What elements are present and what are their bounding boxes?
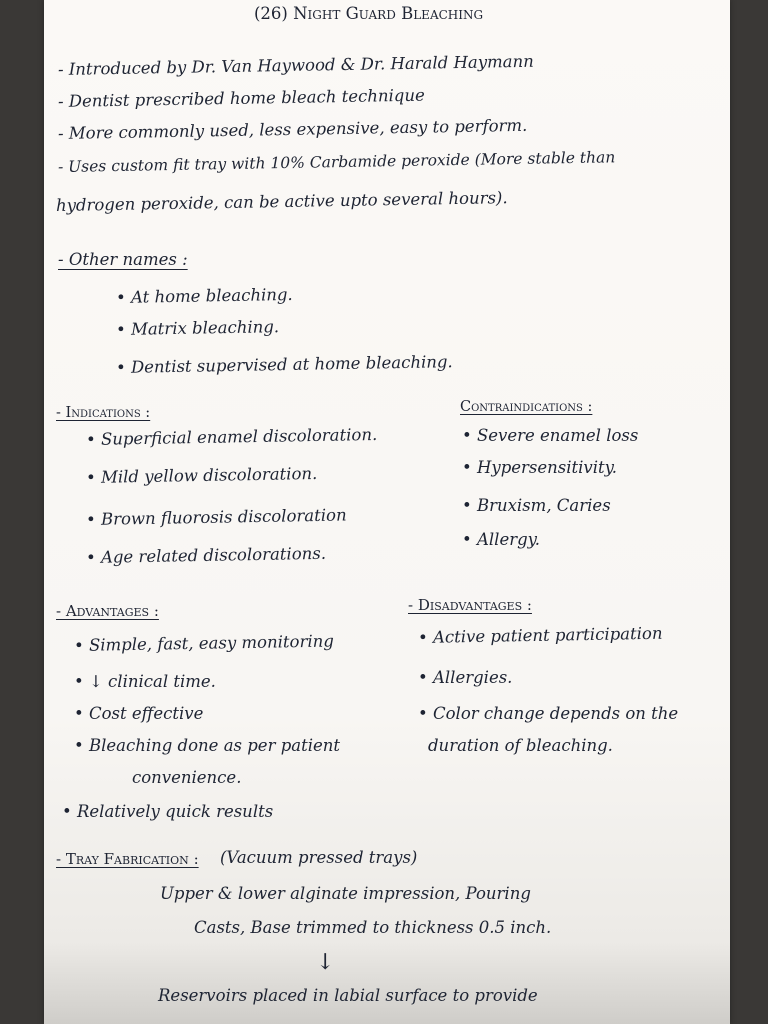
advantages-item: • Relatively quick results — [62, 802, 274, 821]
contraindications-item: • Bruxism, Caries — [462, 496, 611, 515]
intro-line: hydrogen peroxide, can be active upto several hours). — [55, 188, 508, 215]
disadvantages-item: • Active patient participation — [417, 623, 663, 647]
intro-line: - Uses custom fit tray with 10% Carbamide peroxide (More stable than — [57, 148, 616, 176]
indications-heading: - Indications : — [56, 405, 151, 421]
notebook-page — [44, 0, 730, 1024]
indications-item: • Age related discolorations. — [85, 543, 327, 567]
other-names-item: • At home bleaching. — [115, 284, 293, 307]
tray-fabrication-subtitle: (Vacuum pressed trays) — [220, 848, 418, 867]
disadvantages-item: • Allergies. — [418, 668, 513, 687]
down-arrow-icon: ↓ — [316, 950, 335, 975]
contraindications-heading: Contraindications : — [460, 399, 593, 415]
intro-line: - Dentist prescribed home bleach technique — [57, 85, 425, 111]
advantages-item: • Bleaching done as per patient — [74, 736, 341, 755]
tray-fabrication-step: Upper & lower alginate impression, Pouring — [160, 884, 531, 903]
indications-item: • Superficial enamel discoloration. — [85, 424, 378, 449]
disadvantages-item: • Color change depends on the — [418, 704, 679, 723]
intro-line: - More commonly used, less expensive, easy to perform. — [57, 115, 528, 143]
tray-fabrication-step: Casts, Base trimmed to thickness 0.5 inch. — [194, 918, 552, 937]
tray-fabrication-step: Reservoirs placed in labial surface to provide — [158, 986, 538, 1005]
disadvantages-item: duration of bleaching. — [428, 736, 613, 755]
contraindications-item: • Allergy. — [462, 530, 541, 549]
indications-item: • Mild yellow discoloration. — [85, 463, 318, 487]
other-names-item: • Matrix bleaching. — [115, 317, 280, 339]
bleed-through-text — [309, 276, 400, 294]
advantages-item: convenience. — [132, 768, 242, 787]
advantages-item: • Cost effective — [74, 704, 204, 723]
tray-fabrication-heading: - Tray Fabrication : — [56, 850, 199, 868]
page-title: (26) Night Guard Bleaching — [254, 4, 484, 23]
other-names-item: • Dentist supervised at home bleaching. — [115, 352, 453, 377]
contraindications-item: • Hypersensitivity. — [462, 458, 618, 477]
advantages-heading: - Advantages : — [56, 602, 159, 620]
advantages-item: • ↓ clinical time. — [74, 672, 216, 691]
other-names-heading: - Other names : — [58, 250, 188, 269]
advantages-item: • Simple, fast, easy monitoring — [73, 631, 335, 655]
contraindications-item: • Severe enamel loss — [462, 426, 639, 445]
intro-line: - Introduced by Dr. Van Haywood & Dr. Harald Haymann — [57, 51, 534, 79]
disadvantages-heading: - Disadvantages : — [408, 596, 532, 614]
indications-item: • Brown fluorosis discoloration — [85, 505, 347, 529]
